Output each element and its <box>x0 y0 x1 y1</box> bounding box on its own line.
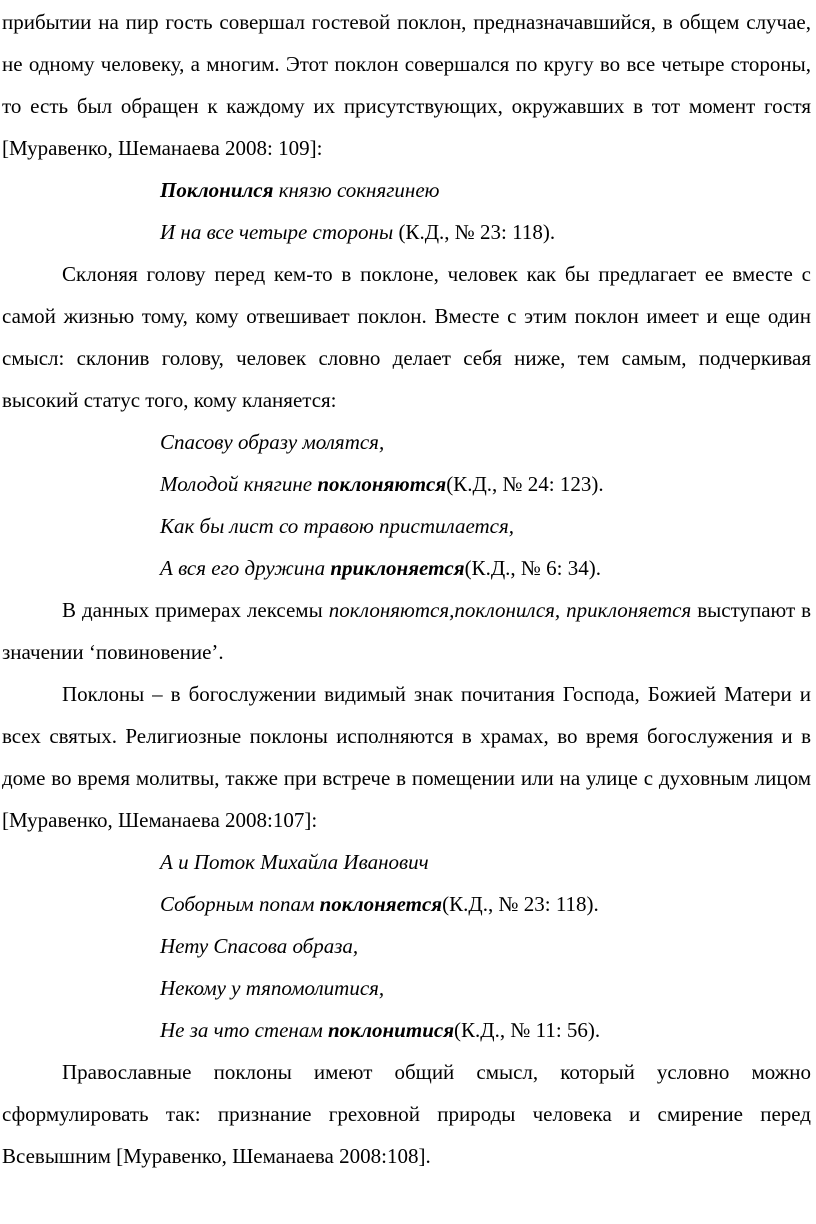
verse-text: Молодой княгине <box>160 472 318 496</box>
verse-line <box>2 841 811 883</box>
verse-line <box>2 463 811 505</box>
verse-keyword: поклонитися <box>328 1018 455 1042</box>
verse-block-2 <box>2 421 811 589</box>
verse-text: Не за что стенам <box>160 1018 328 1042</box>
paragraph-text: В данных примерах лексемы <box>62 598 323 622</box>
verse-line <box>2 883 811 925</box>
verse-line <box>2 1009 811 1051</box>
verse-line <box>2 421 811 463</box>
verse-text: А и Поток Михайла Иванович <box>160 850 429 874</box>
verse-line <box>2 505 811 547</box>
verse-reference: (К.Д., № 24: 123). <box>446 472 604 496</box>
verse-line <box>2 547 811 589</box>
paragraph-bowing-head: Склоняя голову перед кем-то в поклоне, человек как бы предлагает ее вместе с самой жизнью тому, кому отвешивает поклон. Вместе с этим поклон имеет и еще один смысл: склонив голову, человек словно делает себя ниже, тем самым, подчеркивая высокий статус того, кому кланяется: <box>2 262 811 412</box>
verse-line <box>2 169 811 211</box>
verse-line <box>2 211 811 253</box>
verse-text: А вся его дружина <box>160 556 331 580</box>
verse-reference: (К.Д., № 23: 118). <box>393 220 556 244</box>
verse-reference: (К.Д., № 6: 34). <box>464 556 602 580</box>
verse-text: И на все четыре стороны <box>160 220 394 244</box>
verse-text: Спасову образу молятся, <box>160 430 385 454</box>
paragraph-text: выступают в значении ‘повиновение’. <box>2 598 812 664</box>
verse-reference: (К.Д., № 23: 118). <box>442 892 599 916</box>
verse-text: Соборным попам <box>160 892 320 916</box>
verse-block-1 <box>2 169 811 253</box>
verse-block-3 <box>2 841 811 1051</box>
verse-keyword: Поклонился <box>160 178 274 202</box>
paragraph-italic-lexemes: поклоняются,поклонился, приклоняется <box>328 598 692 622</box>
verse-text: Как бы лист со травою пристилается, <box>160 514 514 538</box>
verse-keyword: поклоняются <box>317 472 447 496</box>
verse-line <box>2 967 811 1009</box>
verse-reference: (К.Д., № 11: 56). <box>454 1018 601 1042</box>
verse-line <box>2 925 811 967</box>
paragraph-orthodox-bows: Православные поклоны имеют общий смысл, который условно можно сформулировать так: признание греховной природы человека и смирение перед Всевышним [Муравенко, Шеманаева 2008:108]. <box>2 1060 811 1168</box>
paragraph-religious-bows: Поклоны – в богослужении видимый знак почитания Господа, Божией Матери и всех святых. Религиозные поклоны исполняются в храмах, во время богослужения и в доме во время молитвы, также при встрече в помещении или на улице с духовным лицом [Муравенко, Шеманаева 2008:107]: <box>2 682 811 832</box>
paragraph-guest-bow: прибытии на пир гость совершал гостевой поклон, предназначавшийся, в общем случае, не одному человеку, а многим. Этот поклон совершался по кругу во все четыре стороны, то есть был обращен к каждому их присутствующих, окружавших в тот момент гостя [Муравенко, Шеманаева 2008: 109]: <box>2 10 811 160</box>
verse-text: Некому у тяпомолитися, <box>160 976 385 1000</box>
verse-keyword: приклоняется <box>330 556 465 580</box>
verse-text: Нету Спасова образа, <box>160 934 359 958</box>
verse-text: князю сокнягинею <box>273 178 440 202</box>
verse-keyword: поклоняется <box>319 892 443 916</box>
paragraph-lexemes <box>2 589 811 673</box>
